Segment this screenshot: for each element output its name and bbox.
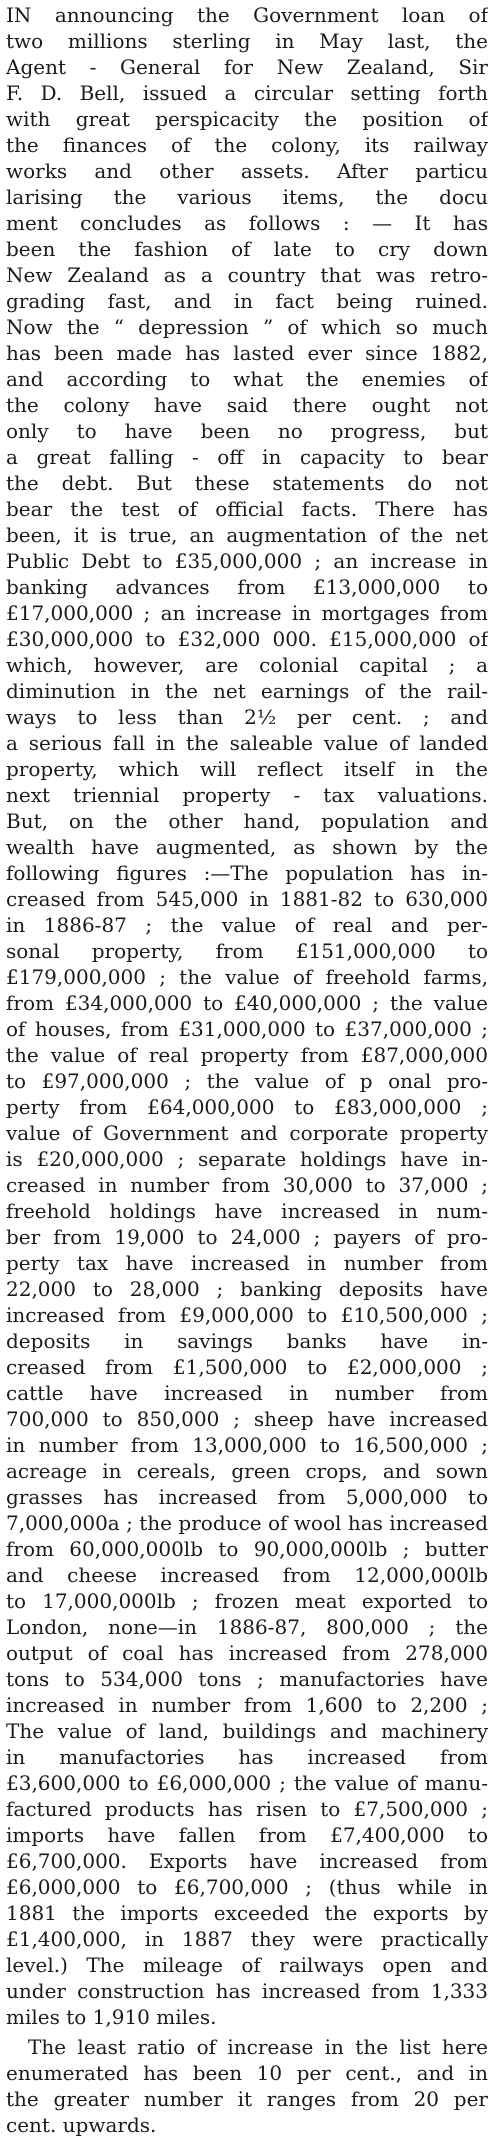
article-line: £179,000,000 ; the value of freehold farms,	[6, 965, 488, 989]
article-line: ber from 19,000 to 24,000 ; payers of pro-	[6, 1225, 488, 1249]
article-line: been, it is true, an augmentation of the net	[6, 523, 488, 547]
article-line: the debt. But these statements do not	[6, 471, 488, 495]
article-line: in 1886-87 ; the value of real and per-	[6, 913, 488, 937]
article-line: the finances of the colony, its railway	[6, 133, 488, 157]
article-line: only to have been no progress, but	[6, 419, 488, 443]
article-line: F. D. Bell, issued a circular setting forth	[6, 81, 488, 105]
article-line: diminution in the net earnings of the rail-	[6, 679, 488, 703]
article-line: creased in number from 30,000 to 37,000 ;	[6, 1173, 488, 1197]
article-line: level.) The mileage of railways open and	[6, 1953, 488, 1977]
article-line: Public Debt to £35,000,000 ; an increase in	[6, 549, 488, 573]
article-line: which, however, are colonial capital ; a	[6, 653, 488, 677]
article-line: Now the “ depression ” of which so much	[6, 315, 488, 339]
article-line: imports have fallen from £7,400,000 to	[6, 1823, 488, 1847]
article-line: tons to 534,000 tons ; manufactories have	[6, 1667, 488, 1691]
article-line: of houses, from £31,000,000 to £37,000,000 ;	[6, 1017, 488, 1041]
article-line: under construction has increased from 1,333	[6, 1979, 488, 2003]
article-line: IN announcing the Government loan of	[6, 3, 488, 27]
article-line: £6,000,000 to £6,700,000 ; (thus while in	[6, 1875, 488, 1899]
article-line: £1,400,000, in 1887 they were practically	[6, 1927, 488, 1951]
article-line: The least ratio of increase in the list here	[28, 2035, 488, 2059]
article-line: to 17,000,000lb ; frozen meat exported to	[6, 1589, 488, 1613]
article-line: with great perspicacity the position of	[6, 107, 488, 131]
article-line: in number from 13,000,000 to 16,500,000 ;	[6, 1433, 488, 1457]
article-line: ment concludes as follows : — It has	[6, 211, 488, 235]
article-line: £17,000,000 ; an increase in mortgages from	[6, 601, 488, 625]
article-line: ways to less than 2½ per cent. ; and	[6, 705, 488, 729]
article-line: grading fast, and in fact being ruined.	[6, 289, 488, 313]
article-line: freehold holdings have increased in num-	[6, 1199, 488, 1223]
article-line: the greater number it ranges from 20 per	[6, 2087, 488, 2111]
article-line: the value of real property from £87,000,000	[6, 1043, 488, 1067]
article-line: 7,000,000a ; the produce of wool has increased	[6, 1511, 488, 1535]
article-line: cent. upwards.	[6, 2113, 157, 2137]
article-line: bear the test of official facts. There has	[6, 497, 488, 521]
article-line: wealth have augmented, as shown by the	[6, 835, 488, 859]
article-line: 700,000 to 850,000 ; sheep have increased	[6, 1407, 488, 1431]
article-line: output of coal has increased from 278,000	[6, 1641, 488, 1665]
article-line: larising the various items, the docu	[6, 185, 488, 209]
article-line: has been made has lasted ever since 1882,	[6, 341, 488, 365]
article-line: and cheese increased from 12,000,000lb	[6, 1563, 488, 1587]
article-line: creased from £1,500,000 to £2,000,000 ;	[6, 1355, 488, 1379]
article-line: £30,000,000 to £32,000 000. £15,000,000 of	[6, 627, 488, 651]
article-line: £3,600,000 to £6,000,000 ; the value of manu-	[6, 1771, 488, 1795]
article-line: enumerated has been 10 per cent., and in	[6, 2061, 488, 2085]
article-line: creased from 545,000 in 1881-82 to 630,000	[6, 887, 488, 911]
article-line: factured products has risen to £7,500,000 ;	[6, 1797, 488, 1821]
article-line: The value of land, buildings and machinery	[6, 1719, 488, 1743]
article-line: works and other assets. After particu	[6, 159, 488, 183]
article-line: 22,000 to 28,000 ; banking deposits have	[6, 1277, 488, 1301]
article-line: increased from £9,000,000 to £10,500,000 ;	[6, 1303, 488, 1327]
article-line: a serious fall in the saleable value of landed	[6, 731, 488, 755]
article-line: value of Government and corporate property	[6, 1121, 488, 1145]
article-line: increased in number from 1,600 to 2,200 ;	[6, 1693, 488, 1717]
article-line: £6,700,000. Exports have increased from	[6, 1849, 488, 1873]
article-line: from £34,000,000 to £40,000,000 ; the value	[6, 991, 488, 1015]
article-line: New Zealand as a country that was retro-	[6, 263, 488, 287]
article-line: London, none—in 1886-87, 800,000 ; the	[6, 1615, 488, 1639]
article-line: perty from £64,000,000 to £83,000,000 ;	[6, 1095, 488, 1119]
article-line: from 60,000,000lb to 90,000,000lb ; butter	[6, 1537, 488, 1561]
article-line: But, on the other hand, population and	[6, 809, 488, 833]
article-column	[6, 2, 488, 2138]
article-line: in manufactories has increased from	[6, 1745, 488, 1769]
article-paragraph	[6, 2, 488, 2030]
article-line: two millions sterling in May last, the	[6, 29, 488, 53]
article-line: following figures :—The population has in-	[6, 861, 488, 885]
article-line: sonal property, from £151,000,000 to	[6, 939, 488, 963]
article-line: 1881 the imports exceeded the exports by	[6, 1901, 488, 1925]
article-line: a great falling - off in capacity to bear	[6, 445, 488, 469]
article-line: deposits in savings banks have in-	[6, 1329, 488, 1353]
article-line: property, which will reflect itself in the	[6, 757, 488, 781]
article-line: cattle have increased in number from	[6, 1381, 488, 1405]
article-line: banking advances from £13,000,000 to	[6, 575, 488, 599]
article-line: perty tax have increased in number from	[6, 1251, 488, 1275]
article-line: miles to 1,910 miles.	[6, 2005, 217, 2029]
article-line: been the fashion of late to cry down	[6, 237, 488, 261]
article-line: next triennial property - tax valuations.	[6, 783, 488, 807]
article-line: grasses has increased from 5,000,000 to	[6, 1485, 488, 1509]
article-line: Agent - General for New Zealand, Sir	[6, 55, 488, 79]
article-line: the colony have said there ought not	[6, 393, 488, 417]
article-line: acreage in cereals, green crops, and sown	[6, 1459, 488, 1483]
article-line: to £97,000,000 ; the value of p onal pro-	[6, 1069, 488, 1093]
article-line: is £20,000,000 ; separate holdings have in-	[6, 1147, 488, 1171]
article-line: and according to what the enemies of	[6, 367, 488, 391]
article-paragraph	[6, 2034, 488, 2138]
